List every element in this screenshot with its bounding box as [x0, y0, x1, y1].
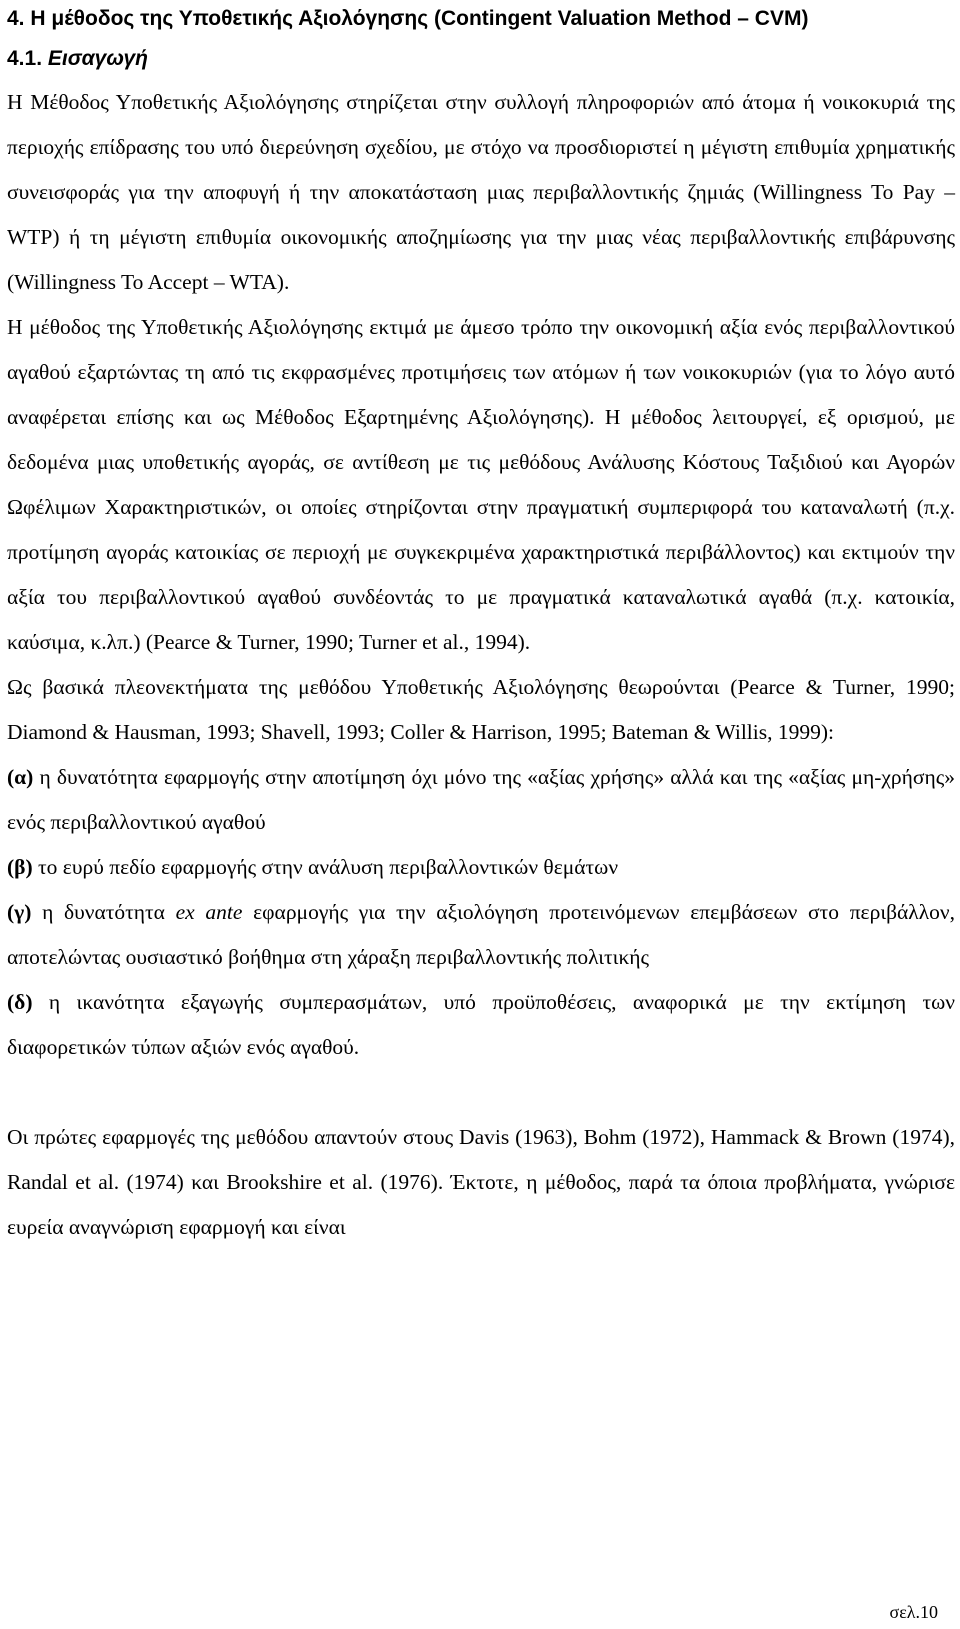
- paragraph-method-description: Η μέθοδος της Υποθετικής Αξιολόγησης εκτιμά με άμεσο τρόπο την οικονομική αξία ενός περιβαλλοντικού αγαθού εξαρτώντας τη από τις εκφρασμένες προτιμήσεις των ατόμων ή των νοικοκυριών (για το λόγο αυτό αναφέρεται επίσης και ως Μέθοδος Εξαρτημένης Αξιολόγησης). Η μέθοδος λειτουργεί, εξ ορισμού, με δεδομένα μιας υποθετικής αγοράς, σε αντίθεση με τις μεθόδους Ανάλυσης Κόστους Ταξιδιού και Αγορών Ωφέλιμων Χαρακτηριστικών, οι οποίες στηρίζονται στην πραγματική συμπεριφορά του καταναλωτή (π.χ. προτίμηση αγοράς κατοικίας σε περιοχή με συγκεκριμένα χαρακτηριστικά περιβάλλοντος) και εκτιμούν την αξία του περιβαλλοντικού αγαθού συνδέοντάς το με πραγματικά καταναλωτικά αγαθά (π.χ. κατοικία, καύσιμα, κ.λπ.) (Pearce & Turner, 1990; Turner et al., 1994).: [7, 315, 955, 654]
- advantage-item-a: [7, 755, 955, 845]
- paragraph-advantages-intro: Ως βασικά πλεονεκτήματα της μεθόδου Υποθετικής Αξιολόγησης θεωρούνται (Pearce & Turner, 1990; Diamond & Hausman, 1993; Shavell, 1993; Coller & Harrison, 1995; Bateman & Willis, 1999):: [7, 675, 955, 744]
- advantage-label-c: (γ): [7, 900, 32, 924]
- page-content: [7, 0, 955, 1250]
- section-heading: 4. Η μέθοδος της Υποθετικής Αξιολόγησης (Contingent Valuation Method – CVM): [7, 7, 809, 30]
- subsection-title: Εισαγωγή: [47, 47, 149, 70]
- advantage-item-d: [7, 980, 955, 1070]
- advantage-text-c-italic: ex ante: [175, 900, 243, 924]
- paragraph-first-applications: Οι πρώτες εφαρμογές της μεθόδου απαντούν στους Davis (1963), Bohm (1972), Hammack & Brown (1974), Randal et al. (1974) και Brookshire et al. (1976). Έκτοτε, η μέθοδος, παρά τα όποια προβλήματα, γνώρισε ευρεία αναγνώριση εφαρμογή και είναι: [7, 1125, 955, 1239]
- subsection-heading: [7, 46, 955, 72]
- advantage-text-b: το ευρύ πεδίο εφαρμογής στην ανάλυση περιβαλλοντικών θεμάτων: [32, 855, 619, 879]
- advantage-text-a: η δυνατότητα εφαρμογής στην αποτίμηση όχι μόνο της «αξίας χρήσης» αλλά και της «αξίας μη-χρήσης» ενός περιβαλλοντικού αγαθού: [7, 765, 955, 834]
- paragraph-spacer: [7, 1070, 955, 1115]
- subsection-number: 4.1.: [7, 47, 43, 70]
- advantage-label-d: (δ): [7, 990, 33, 1014]
- page-number: σελ.10: [889, 1602, 938, 1622]
- advantage-text-c-after: εφαρμογής για την αξιολόγηση προτεινόμενων επεμβάσεων στο περιβάλλον, αποτελώντας ουσιαστικό βοήθημα στη χάραξη περιβαλλοντικής πολιτικής: [7, 900, 955, 969]
- advantage-text-d: η ικανότητα εξαγωγής συμπερασμάτων, υπό προϋποθέσεις, αναφορικά με την εκτίμηση των διαφορετικών τύπων αξιών ενός αγαθού.: [7, 990, 955, 1059]
- advantage-text-c-before: η δυνατότητα: [31, 900, 176, 924]
- advantage-label-a: (α): [7, 765, 34, 789]
- advantage-item-b: [7, 845, 955, 890]
- advantage-label-b: (β): [7, 855, 33, 879]
- advantage-item-c: [7, 890, 955, 980]
- paragraph-intro: Η Μέθοδος Υποθετικής Αξιολόγησης στηρίζεται στην συλλογή πληροφοριών από άτομα ή νοικοκυριά της περιοχής επίδρασης του υπό διερεύνηση σχεδίου, με στόχο να προσδιοριστεί η μέγιστη επιθυμία χρηματικής συνεισφοράς για την αποφυγή ή την αποκατάσταση μιας περιβαλλοντικής ζημιάς (Willingness To Pay – WTP) ή τη μέγιστη επιθυμία οικονομικής αποζημίωσης για την μιας νέας περιβαλλοντικής επιβάρυνσης (Willingness To Accept – WTA).: [7, 90, 955, 294]
